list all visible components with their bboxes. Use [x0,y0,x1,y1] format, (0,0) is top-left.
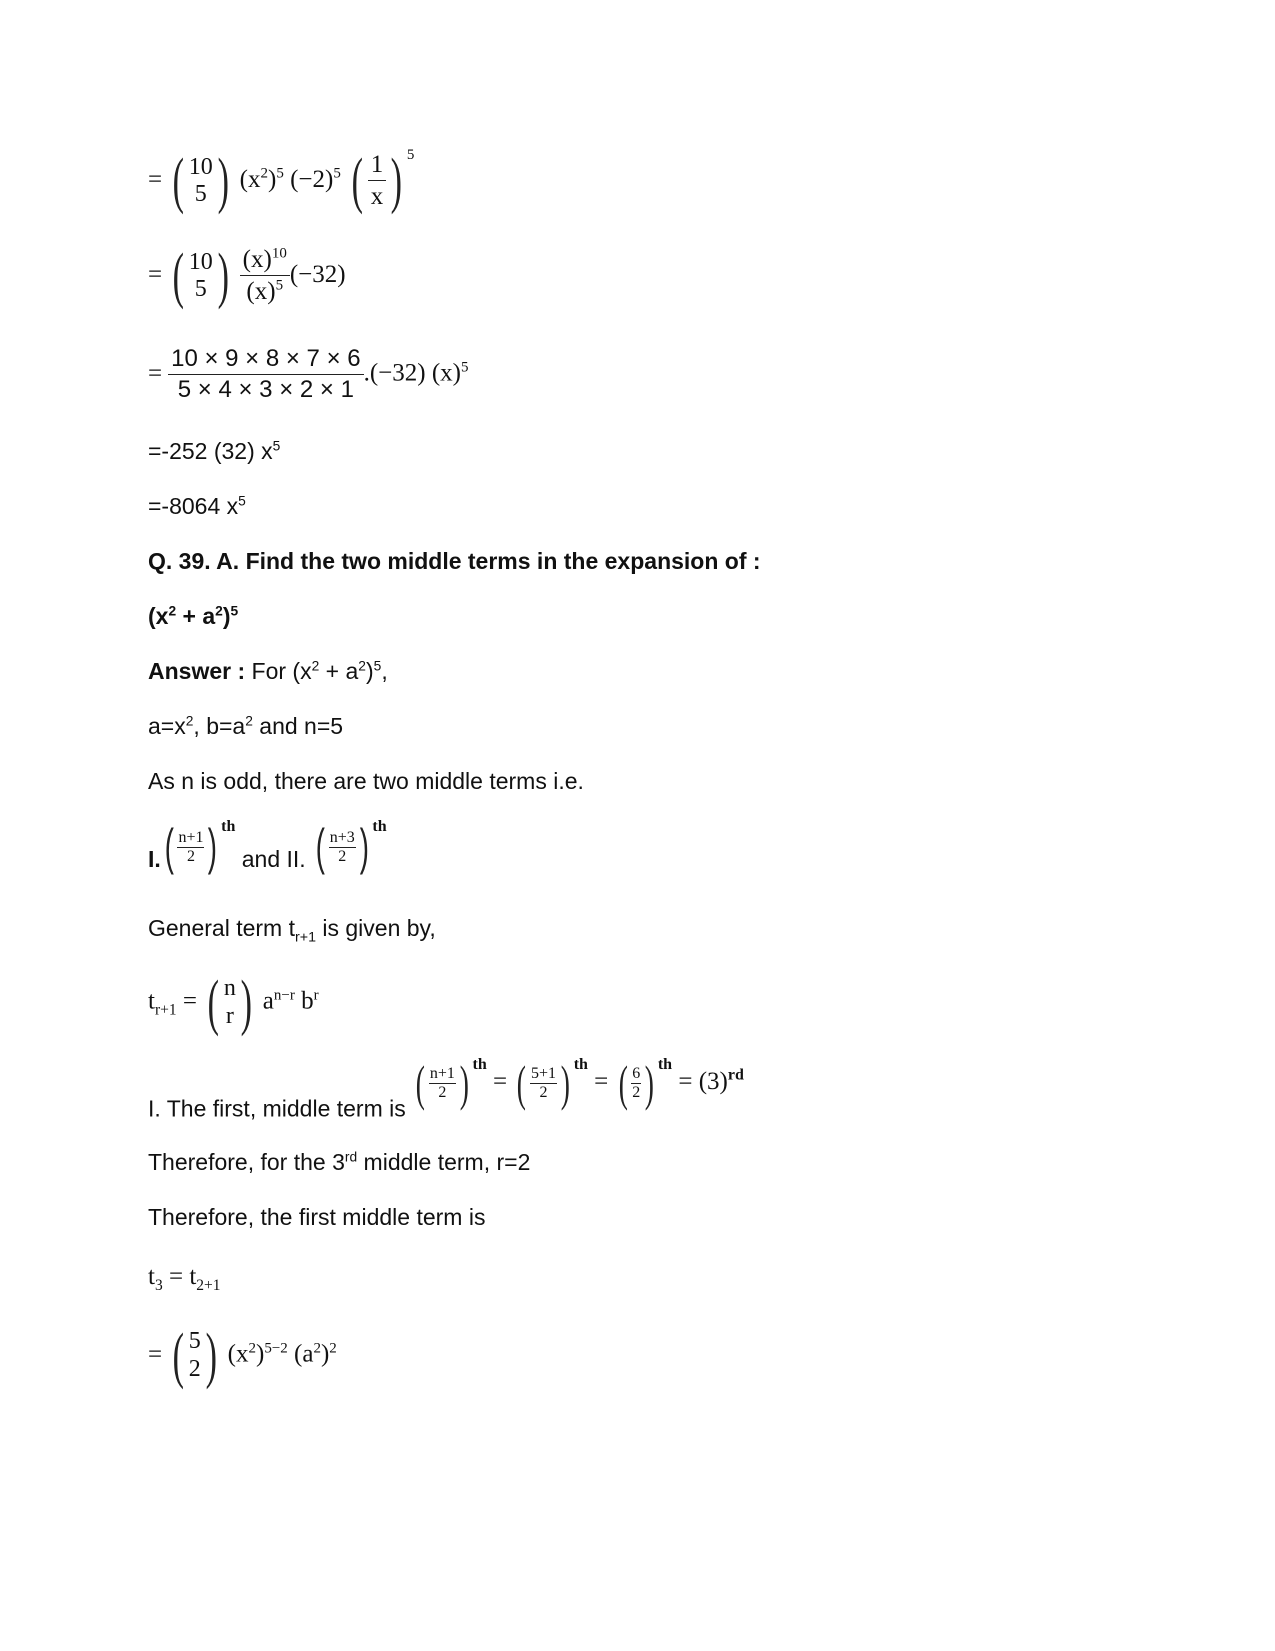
equation-line-1: = ( 10 5 ) $(x^2)^5$ $(-2)^5$ ( $\frac{1}{x}$ ) $^5$ [148,146,415,216]
t3-equation: $t_3 = t_{2+1}$ [148,1263,221,1294]
equation-line-4: =-252 (32) $x^5$ [148,438,281,464]
last-equation: = ( 5 2 ) $(x^2)^{5-2}$ $(a^2)^2$ [148,1322,337,1390]
binomial-10-5: ( 10 5 ) [172,242,229,311]
equation-line-3: = $\frac{10 \times 9 \times 8 \times 7 \times 6}{5 \times 4 \times 3 \times 2 \times 1}$ .(−32) $(x)^5$ [148,345,469,403]
odd-line: As n is odd, there are two middle terms i.e. [148,768,584,794]
question-title: Q. 39. A. Find the two middle terms in the expansion of : [148,548,761,574]
answer-label: Answer : [148,658,246,684]
answer-line: Answer : For $(x^2 + a^2)^5$, [148,658,388,684]
therefore-line-1: Therefore, for the 3rd middle term, r=2 [148,1149,531,1175]
equation-line-5: =-8064 $x^5$ [148,493,246,519]
first-middle-line: I. The first, middle term is ( n+1 2 ) $^{th}$ = ( 5+1 2 ) $^{th}$ = ( 6 2 ) $^{th} = (3)^{rd}$ [148,1055,744,1122]
question-expression: $(x^2 + a^2)^5$ [148,603,239,629]
therefore-line-2: Therefore, the first middle term is [148,1204,486,1230]
variables-line: $a=x^2$, $b=a^2$ and n=5 [148,713,344,739]
general-term-formula: $t_{r+1}$ = ( n r ) $a^{n-r}$ $b^r$ [148,969,319,1037]
general-term-line: General term $t_{r+1}$ is given by, [148,915,436,946]
binomial-10-5: ( 10 5 ) [172,147,229,216]
middle-terms-line: I. ( n+1 2 ) $^{th}$ and II. ( n+3 2 ) $^{th}$ [148,818,387,875]
equation-line-2: = ( 10 5 ) $\frac{(x)^{10}}{(x)^5}$ (−32) [148,242,346,311]
